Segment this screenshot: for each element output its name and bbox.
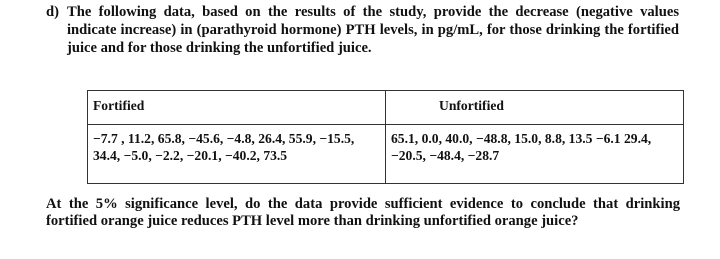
fortified-values: −7.7 , 11.2, 65.8, −45.6, −4.8, 26.4, 55.9, −15.5, 34.4, −5.0, −2.2, −20.1, −40.2, 73.5 <box>93 131 355 163</box>
header-unfortified: Unfortified <box>439 98 504 113</box>
table-cell <box>386 125 684 184</box>
table-cell <box>88 125 386 184</box>
question-text: The following data, based on the results of the study, provide the decrease (negative values indicate increase) in (parathyroid hormone) PTH levels, in pg/mL, for those drinking the fortified juice and for those drinking the unfortified juice. <box>67 4 679 56</box>
table-header-cell <box>88 91 386 125</box>
header-fortified: Fortified <box>93 98 145 113</box>
table-header-cell <box>386 91 684 125</box>
question-letter: d) <box>46 4 59 20</box>
unfortified-values: 65.1, 0.0, 40.0, −48.8, 15.0, 8.8, 13.5 −6.1 29.4, −20.5, −48.4, −28.7 <box>391 131 652 163</box>
table-row <box>88 125 684 184</box>
data-table <box>87 90 684 184</box>
conclusion-question: At the 5% significance level, do the data provide sufficient evidence to conclude that drinking fortified orange juice reduces PTH level more than drinking unfortified orange juice? <box>46 196 680 229</box>
table-header-row <box>88 91 684 125</box>
